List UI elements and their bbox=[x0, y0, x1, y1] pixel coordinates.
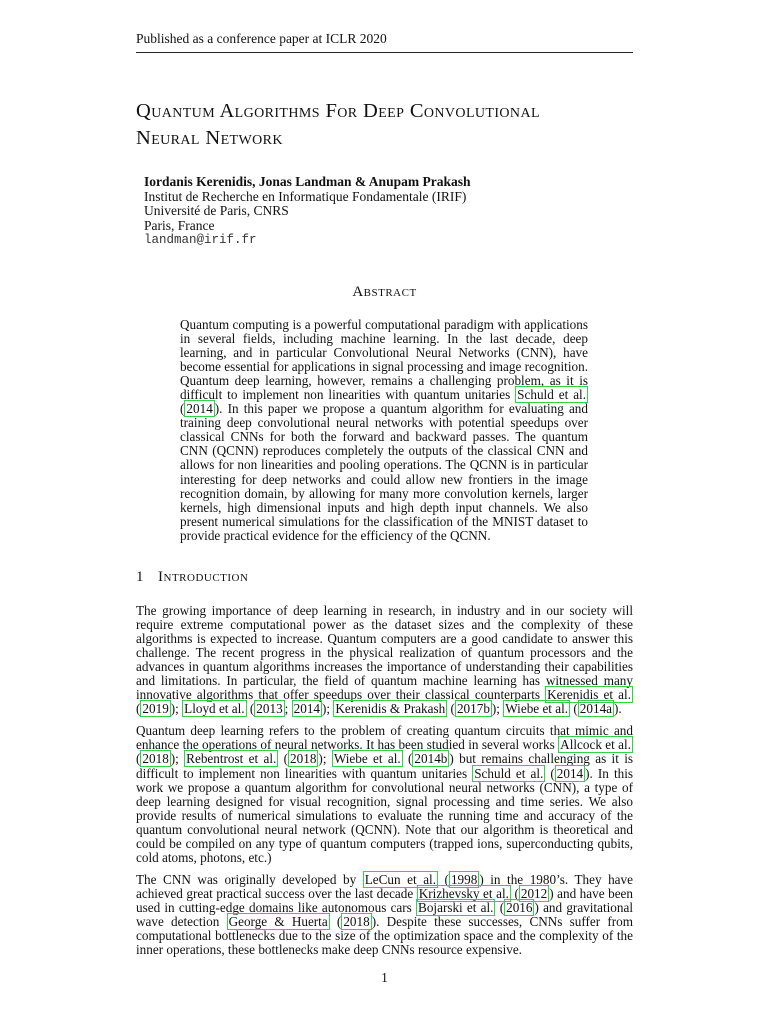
citation-link[interactable]: Schuld et al. bbox=[474, 765, 544, 781]
section-heading bbox=[136, 568, 633, 586]
citation-link[interactable]: 2014 bbox=[293, 701, 320, 717]
affiliation-line: Université de Paris, CNRS bbox=[144, 203, 289, 219]
citation-link[interactable]: 2014b bbox=[414, 751, 448, 767]
paragraph-text: ( bbox=[278, 751, 289, 767]
paragraph-text: ( bbox=[438, 871, 449, 887]
body-paragraph bbox=[136, 724, 633, 864]
citation-link[interactable]: 2018 bbox=[290, 751, 317, 767]
citation-link[interactable]: Schuld et al. bbox=[517, 387, 587, 403]
author-email[interactable]: landman@irif.fr bbox=[144, 233, 257, 248]
paragraph-text: ); bbox=[170, 701, 183, 717]
paragraph-text: ; bbox=[284, 701, 292, 717]
citation-link[interactable]: Kerenidis & Prakash bbox=[335, 701, 446, 717]
abstract-text bbox=[180, 318, 588, 543]
paragraph-text: ) but remains challenging as it is difficult to implement non linearities with quantum unitaries bbox=[136, 751, 633, 781]
body-paragraph bbox=[136, 604, 633, 716]
paragraph-text: ( bbox=[510, 885, 519, 901]
affiliation-line: Institut de Recherche en Informatique Fondamentale (IRIF) bbox=[144, 188, 467, 204]
title-line-1: Quantum Algorithms For Deep Convolutional bbox=[136, 100, 540, 122]
page-number: 1 bbox=[381, 970, 388, 985]
paragraph-text: The growing importance of deep learning in research, in industry and in our society will require extreme computational power as the dataset sizes and the complexity of these algorithms is expected to increase. Quantum computers are a good candidate to answer this challenge. The recent progress in the physical realization of quantum processors and the advances in quantum algorithms increases the importance of understanding their capabilities and limitations. In particular, the field of quantum machine learning has witnessed many innovative algorithms that offer speedups over their classical counterparts bbox=[136, 603, 633, 703]
title-line-2: Neural Network bbox=[136, 127, 283, 149]
citation-link[interactable]: 2018 bbox=[142, 751, 169, 767]
paper-title bbox=[136, 98, 656, 152]
citation-link[interactable]: LeCun et al. bbox=[364, 871, 437, 887]
citation-link[interactable]: Wiebe et al. bbox=[333, 751, 401, 767]
citation-link[interactable]: Wiebe et al. bbox=[505, 701, 569, 717]
citation-link[interactable]: 2014a bbox=[579, 701, 613, 717]
citation-link[interactable]: 2014 bbox=[186, 401, 213, 417]
paragraph-text: ( bbox=[136, 701, 141, 717]
section-title: Introduction bbox=[158, 569, 249, 585]
author-names: Iordanis Kerenidis, Jonas Landman & Anupam Prakash bbox=[144, 174, 471, 189]
paragraph-text: ( bbox=[545, 765, 555, 781]
paragraph-text: ); bbox=[318, 751, 332, 767]
header-rule bbox=[136, 52, 633, 53]
abstract-heading: Abstract bbox=[352, 284, 417, 300]
citation-link[interactable]: 2012 bbox=[520, 885, 548, 901]
paragraph-text: ( bbox=[246, 701, 255, 717]
paragraph-text: ) and have been used in cutting-edge domains like autonomous cars bbox=[136, 885, 633, 915]
paragraph-text: ( bbox=[447, 701, 455, 717]
running-header: Published as a conference paper at ICLR 2020 bbox=[136, 31, 387, 46]
citation-link[interactable]: Bojarski et al. bbox=[418, 899, 494, 915]
citation-link[interactable]: 1998 bbox=[450, 871, 478, 887]
paragraph-text: ( bbox=[180, 401, 185, 417]
citation-link[interactable]: 2019 bbox=[142, 701, 169, 717]
paragraph-text: ). bbox=[614, 701, 622, 717]
paragraph-text: ); bbox=[170, 751, 185, 767]
citation-link[interactable]: 2016 bbox=[506, 899, 533, 915]
citation-link[interactable]: Allcock et al. bbox=[560, 737, 632, 753]
section-body bbox=[136, 604, 633, 965]
paragraph-text: ) in the 1980’s. They have achieved great practical success over the last decade bbox=[136, 871, 633, 901]
citation-link[interactable]: George & Huerta bbox=[228, 913, 328, 929]
paragraph-text: ) and gravitational wave detection bbox=[136, 899, 633, 929]
paragraph-text: ( bbox=[570, 701, 578, 717]
paragraph-text: ). In this paper we propose a quantum algorithm for evaluating and training deep convolutional neural networks with potential speedups over classical CNNs for both the forward and backward passes. The quantum CNN (QCNN) reproduces completely the outputs of the classical CNN and allows for non linearities and pooling operations. The QCNN is in particular interesting for deep networks and could allow new frontiers in the image recognition domain, by allowing for many more convolution kernels, larger kernels, high dimensional inputs and high depth input channels. We also present numerical simulations for the classification of the MNIST dataset to provide practical evidence for the efficiency of the QCNN. bbox=[180, 401, 588, 543]
citation-link[interactable]: Kerenidis et al. bbox=[547, 687, 631, 703]
paragraph-text: ( bbox=[402, 751, 413, 767]
citation-link[interactable]: 2014 bbox=[556, 765, 584, 781]
paragraph-text: ( bbox=[136, 751, 141, 767]
body-paragraph bbox=[136, 873, 633, 957]
author-block bbox=[144, 175, 624, 248]
section-number: 1 bbox=[136, 569, 144, 585]
paragraph-text: ); bbox=[322, 701, 334, 717]
citation-link[interactable]: 2017b bbox=[456, 701, 490, 717]
paragraph-text: ( bbox=[495, 899, 505, 915]
paragraph-text: Quantum computing is a powerful computational paradigm with applications in several fields, including machine learning. In the last decade, deep learning, and in particular Convolutional Neural Networks (CNN), have become essential for applications in signal processing and image recognition. Quantum deep learning, however, remains a challenging problem, as it is difficult to implement non linearities with quantum unitaries bbox=[180, 317, 588, 403]
citation-link[interactable]: 2013 bbox=[256, 701, 283, 717]
citation-link[interactable]: Krizhevsky et al. bbox=[418, 885, 509, 901]
paragraph-text: The CNN was originally developed by bbox=[136, 871, 363, 887]
paragraph-text: ). In this work we propose a quantum algorithm for convolutional neural networks (CNN), a type of deep learning designed for visual recognition, signal processing and time series. We also provide results of numerical simulations to evaluate the running time and accuracy of the quantum convolutional neural network (QCNN). Note that our algorithm is theoretical and could be compiled on any type of quantum computers (trapped ions, superconducting qubits, cold atoms, photons, etc.) bbox=[136, 765, 633, 865]
citation-link[interactable]: Lloyd et al. bbox=[184, 701, 245, 717]
paragraph-text: ( bbox=[329, 913, 342, 929]
citation-link[interactable]: 2018 bbox=[343, 913, 370, 929]
affiliation-line: Paris, France bbox=[144, 217, 215, 233]
paragraph-text: ). Despite these successes, CNNs suffer from computational bottlenecks due to the size of the optimization space and the complexity of the inner operations, these bottlenecks make deep CNNs resource expensive. bbox=[136, 913, 633, 958]
paragraph-text: Quantum deep learning refers to the problem of creating quantum circuits that mimic and enhance the operations of neural networks. It has been studied in several works bbox=[136, 723, 633, 753]
citation-link[interactable]: Rebentrost et al. bbox=[186, 751, 277, 767]
paragraph-text: ); bbox=[491, 701, 504, 717]
